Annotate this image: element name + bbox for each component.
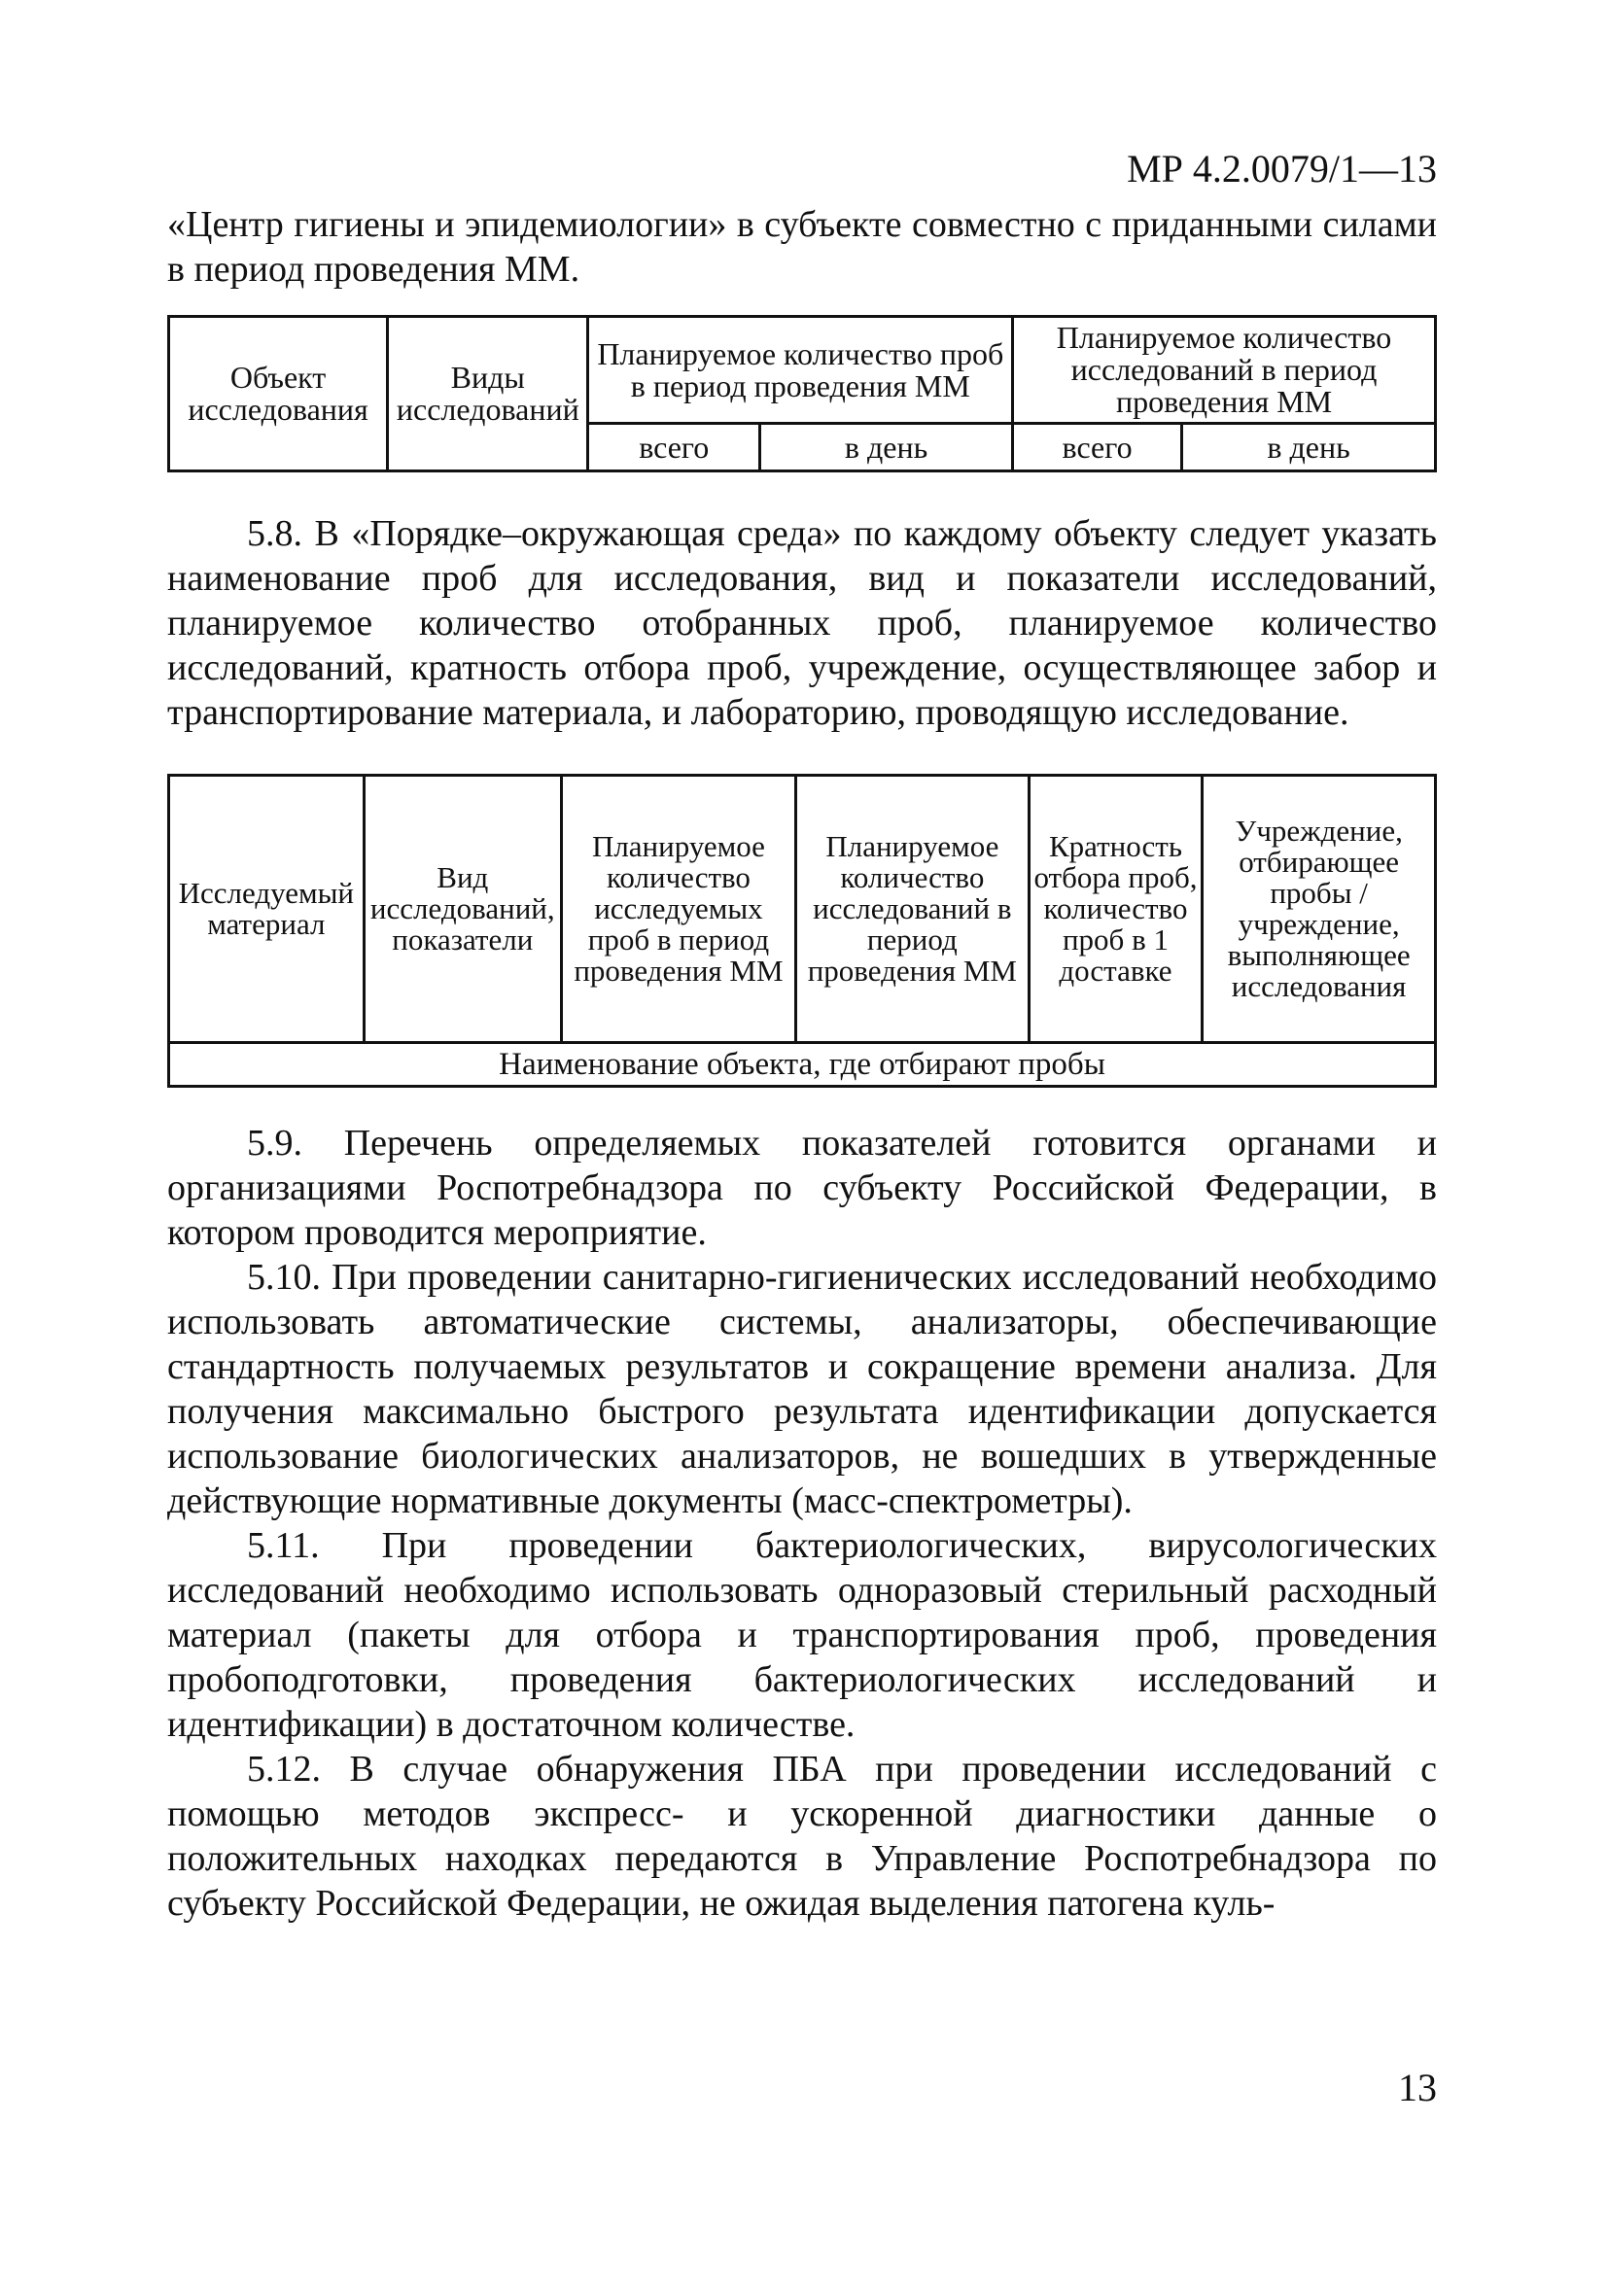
planned-samples-table [167, 315, 1437, 472]
document-page [167, 146, 1437, 1926]
col-object-header: Объект исследования [169, 317, 388, 471]
sub-header-total: всего [588, 424, 760, 471]
col-material-header: Исследуемый материал [169, 776, 365, 1043]
sub-header-per-day: в день [1182, 424, 1436, 471]
intro-paragraph: «Центр гигиены и эпидемиологии» в субъекте совместно с приданными силами в период проведения ММ. [167, 204, 1437, 290]
paragraph-5-9: 5.9. Перечень определяемых показателей готовится органами и организациями Роспотребнадзора по субъекту Российской Федерации, в котором проводится мероприятие. [167, 1123, 1437, 1253]
col-planned-studies-header: Планируемое количество исследований в период проведения ММ [795, 776, 1029, 1043]
col-types-header: Виды исследований [388, 317, 588, 471]
environment-procedure-table [167, 774, 1437, 1088]
col-planned-samples-header: Планируемое количество проб в период проведения ММ [588, 317, 1013, 424]
object-name-row: Наименование объекта, где отбирают пробы [169, 1043, 1436, 1087]
page-number: 13 [1398, 2066, 1437, 2109]
sub-header-per-day: в день [759, 424, 1012, 471]
col-planned-studies-header: Планируемое количество исследований в период проведения ММ [1013, 317, 1436, 424]
col-study-kind-header: Вид исследований, показатели [364, 776, 561, 1043]
paragraph-5-10: 5.10. При проведении санитарно-гигиенических исследований необходимо использовать автоматические системы, анализаторы, обеспечивающие стандартность получаемых результатов и сокращение времени анализа. Для получения максимально быстрого результата идентификации допускается использование биологических анализаторов, не вошедших в утвержденные действующие нормативные документы (масс-спектрометры). [167, 1257, 1437, 1521]
paragraph-5-11: 5.11. При проведении бактериологических, вирусологических исследований необходимо использовать одноразовый стерильный расходный материал (пакеты для отбора и транспортирования проб, проведения пробоподготовки, проведения бактериологических исследований и идентификации) в достаточном количестве. [167, 1525, 1437, 1745]
paragraph-5-8: 5.8. В «Порядке–окружающая среда» по каждому объекту следует указать наименование проб для исследования, вид и показатели исследований, планируемое количество отобранных проб, планируемое количество исследований, кратность отбора проб, учреждение, осуществляющее забор и транспортирование материала, и лабораторию, проводящую исследование. [167, 513, 1437, 733]
paragraph-5-12: 5.12. В случае обнаружения ПБА при проведении исследований с помощью методов экспресс- и ускоренной диагностики данные о положительных находках передаются в Управление Роспотребнадзора по субъекту Российской Федерации, не ожидая выделения патогена куль- [167, 1749, 1437, 1924]
sub-header-total: всего [1013, 424, 1182, 471]
col-sampling-frequency-header: Кратность отбора проб, количество проб в 1 доставке [1029, 776, 1203, 1043]
col-institution-header: Учреждение, отбирающее пробы / учреждение, выполняющее исследования [1203, 776, 1436, 1043]
document-code: МР 4.2.0079/1—13 [1127, 147, 1437, 191]
col-planned-samples-header: Планируемое количество исследуемых проб в период проведения ММ [561, 776, 795, 1043]
